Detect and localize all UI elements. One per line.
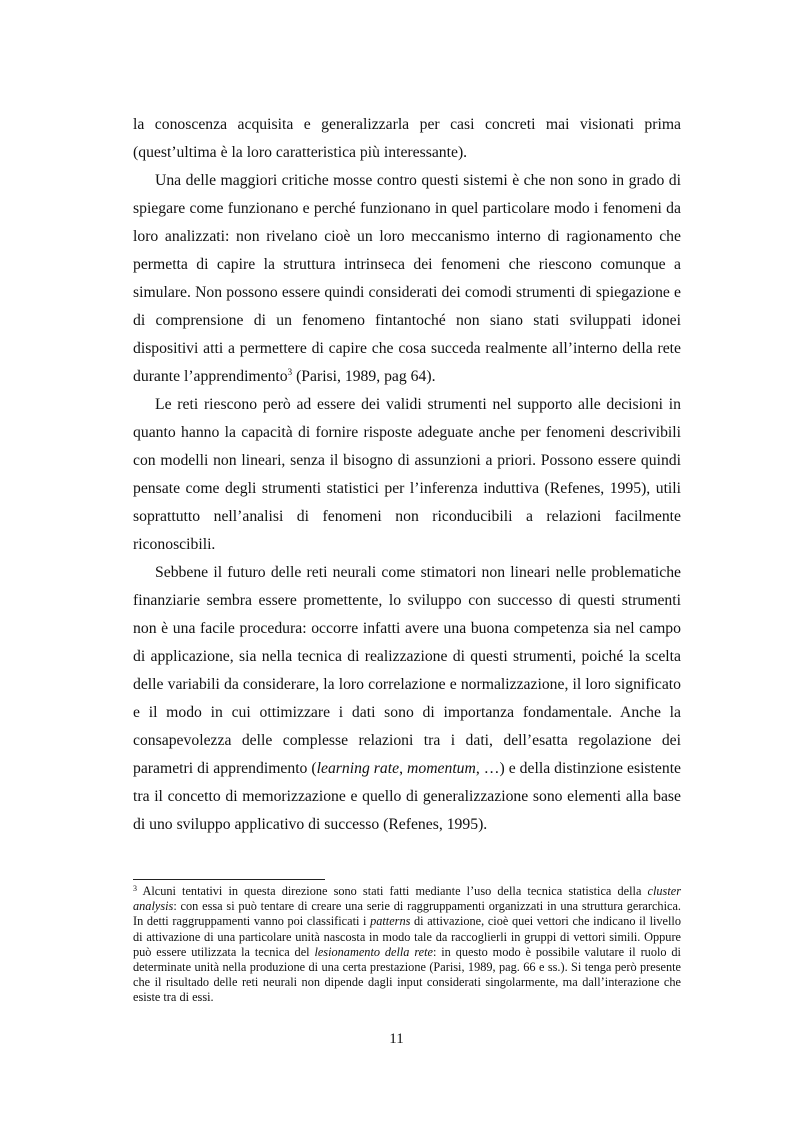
text-run: Sebbene il futuro delle reti neurali come stimatori non lineari nelle problematiche finanziarie sembra essere promettente, lo sviluppo con successo di questi strumenti non è una facile procedura: occorre infatti avere una buona competenza sia nel campo di applicazione, sia nella tecnica di realizzazione di questi strumenti, poiché la scelta delle variabili da considerare, la loro correlazione e normalizzazione, il loro significato e il modo in cui ottimizzare i dati sono di importanza fondamentale. Anche la consapevolezza delle complesse relazioni tra i dati, dell’esatta regolazione dei parametri di apprendimento ( — [133, 564, 681, 777]
text-run: , …) e della distinzione esistente tra il concetto di memorizzazione e quello di generalizzazione sono elementi alla base di uno sviluppo applicativo di successo (Refenes, 1995). — [133, 760, 682, 833]
italic-term: cluster analysis — [133, 884, 681, 914]
italic-term: patterns — [370, 914, 411, 929]
footnote — [133, 884, 681, 1006]
paragraph — [133, 167, 681, 391]
text-run: di attivazione, cioè quei vettori che indicano il livello di attivazione di una particolare unità nascosta in modo tale da raccoglierli in gruppi di vettori simili. Oppure può essere utilizzata la tecnica del — [133, 914, 681, 959]
paragraph — [133, 391, 681, 559]
footnote-marker: 3 — [287, 367, 293, 377]
text-run: Le reti riescono però ad essere dei validi strumenti nel supporto alle decisioni in quanto hanno la capacità di fornire risposte adeguate anche per fenomeni descrivibili con modelli non lineari, senza il bisogno di assunzioni a priori. Possono essere quindi pensate come degli strumenti statistici per l’inferenza induttiva (Refenes, 1995), utili soprattutto nell’analisi di fenomeni non riconducibili a relazioni facilmente riconoscibili. — [133, 396, 681, 553]
text-run: (Parisi, 1989, pag 64). — [292, 368, 436, 385]
text-run: Una delle maggiori critiche mosse contro questi sistemi è che non sono in grado di spiegare come funzionano e perché funzionano in quel particolare modo i fenomeni da loro analizzati: non rivelano cioè un loro meccanismo interno di ragionamento che permetta di capire la struttura intrinseca dei fenomeni che riescono comunque a simulare. Non possono essere quindi considerati dei comodi strumenti di spiegazione e di comprensione di un fenomeno fintantoché non siano stati sviluppati idonei dispositivi atti a permettere di capire che cosa succeda realmente all’interno della rete durante l’apprendimento — [133, 172, 681, 385]
footnote-marker: 3 — [133, 884, 137, 893]
body-text — [133, 111, 681, 839]
text-run: , — [399, 760, 408, 777]
footnote-separator — [133, 879, 325, 880]
text-run: Alcuni tentativi in questa direzione sono stati fatti mediante l’uso della tecnica statistica della — [137, 884, 648, 898]
italic-term: momentum — [407, 760, 476, 777]
italic-term: lesionamento della rete — [314, 944, 433, 959]
text-run: : in questo modo è possibile valutare il ruolo di determinate unità nella produzione di una certa prestazione (Parisi, 1989, pag. 66 e ss.). Si tenga però presente che il risultado delle reti neurali non dipende dagli input considerati singolarmente, ma dall’interazione che esiste tra di essi. — [133, 944, 681, 1005]
text-run: : con essa si può tentare di creare una serie di raggruppamenti organizzati in una struttura gerarchica. In detti raggruppamenti vanno poi classificati i — [133, 899, 681, 929]
italic-term: learning rate — [316, 760, 400, 777]
paragraph — [133, 111, 681, 167]
text-run: la conoscenza acquisita e generalizzarla per casi concreti mai visionati prima (quest’ultima è la loro caratteristica più interessante). — [133, 116, 681, 161]
page-number: 11 — [389, 1031, 404, 1047]
paragraph — [133, 559, 681, 839]
